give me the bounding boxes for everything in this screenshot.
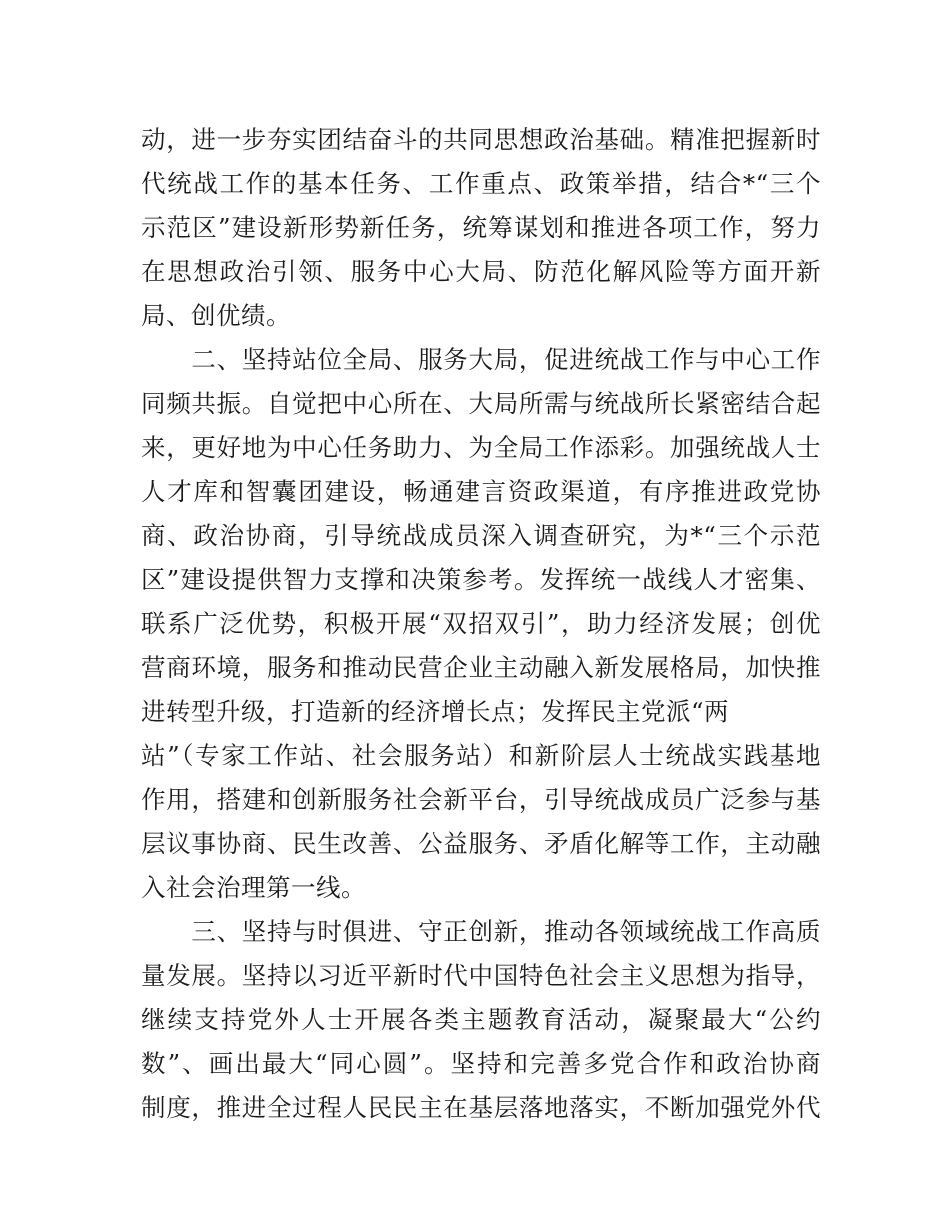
- text-line: 层议事协商、民生改善、公益服务、矛盾化解等工作，主动融: [141, 829, 821, 858]
- text-line: 在思想政治引领、服务中心大局、防范化解风险等方面开新: [141, 257, 821, 286]
- text-line: 局、创优绩。: [141, 301, 291, 330]
- text-line: 二、坚持站位全局、服务大局，促进统战工作与中心工作: [141, 345, 821, 374]
- text-line: 入社会治理第一线。: [141, 873, 366, 902]
- text-line: 继续支持党外人士开展各类主题教育活动，凝聚最大“公约: [141, 1005, 821, 1034]
- text-line: 数”、画出最大“同心圆”。坚持和完善多党合作和政治协商: [141, 1049, 821, 1078]
- text-line: 区”建设提供智力支撑和决策参考。发挥统一战线人才密集、: [141, 565, 821, 594]
- text-line: 进转型升级，打造新的经济增长点；发挥民主党派“两: [141, 697, 730, 726]
- text-line: 联系广泛优势，积极开展“双招双引”，助力经济发展；创优: [141, 609, 821, 638]
- text-line: 示范区”建设新形势新任务，统筹谋划和推进各项工作，努力: [141, 213, 821, 242]
- text-line: 制度，推进全过程人民民主在基层落地落实，不断加强党外代: [141, 1093, 821, 1122]
- text-line: 代统战工作的基本任务、工作重点、政策举措，结合*“三个: [141, 169, 821, 198]
- text-line: 人才库和智囊团建设，畅通建言资政渠道，有序推进政党协: [141, 477, 821, 506]
- text-line: 三、坚持与时俱进、守正创新，推动各领域统战工作高质: [141, 917, 821, 946]
- text-line: 商、政治协商，引导统战成员深入调查研究，为*“三个示范: [141, 521, 821, 550]
- text-line: 营商环境，服务和推动民营企业主动融入新发展格局，加快推: [141, 653, 821, 682]
- text-line: 量发展。坚持以习近平新时代中国特色社会主义思想为指导，: [141, 961, 821, 990]
- text-line: 同频共振。自觉把中心所在、大局所需与统战所长紧密结合起: [141, 389, 821, 418]
- text-line: 动，进一步夯实团结奋斗的共同思想政治基础。精准把握新时: [141, 125, 821, 154]
- text-line: 作用，搭建和创新服务社会新平台，引导统战成员广泛参与基: [141, 785, 821, 814]
- text-line: 来，更好地为中心任务助力、为全局工作添彩。加强统战人士: [141, 433, 821, 462]
- text-line: 站”（专家工作站、社会服务站）和新阶层人士统战实践基地: [141, 741, 821, 770]
